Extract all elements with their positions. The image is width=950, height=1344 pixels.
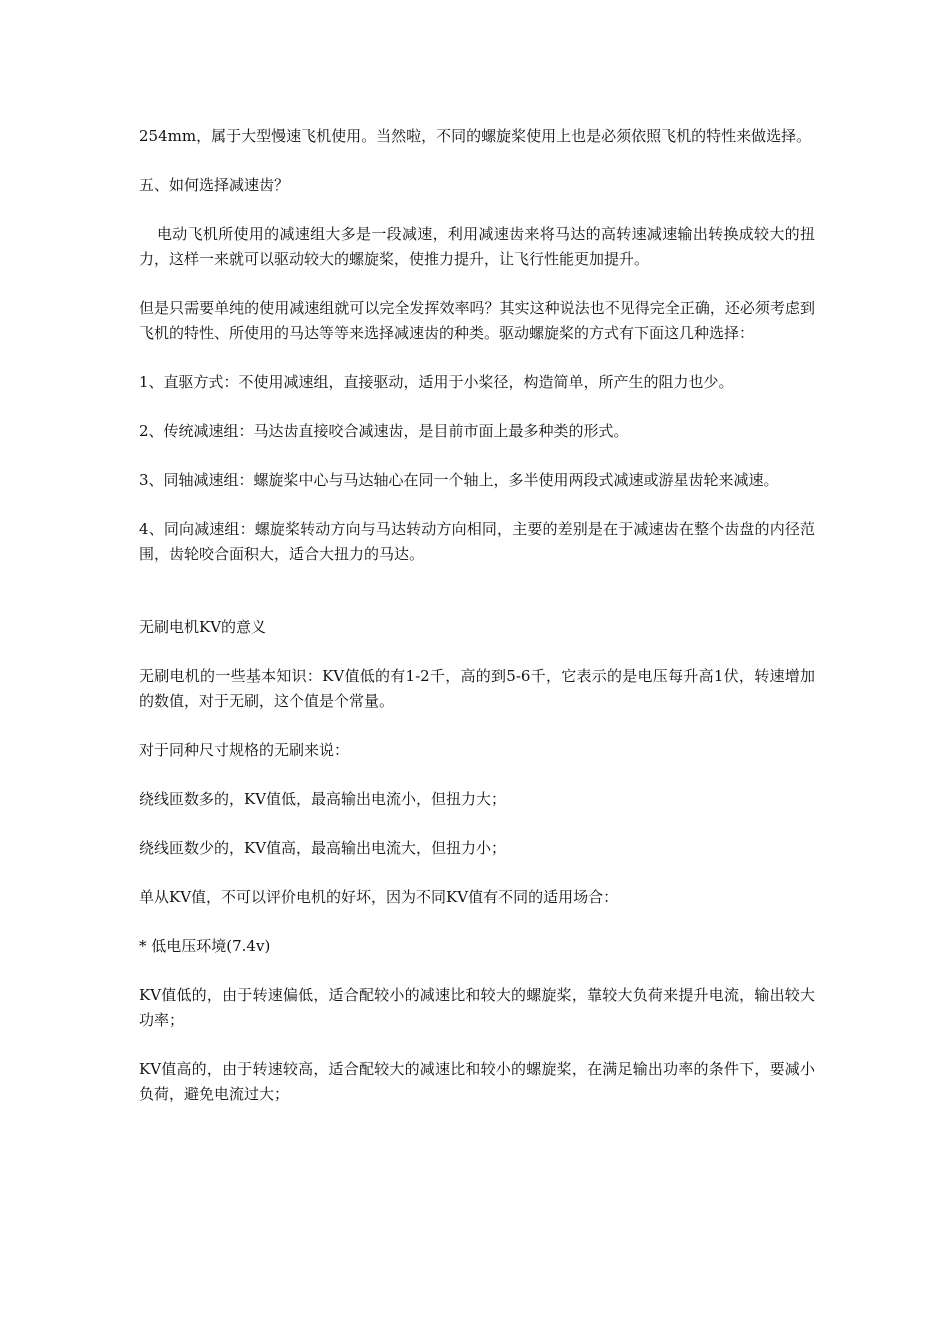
paragraph-fewer-turns: 绕线匝数少的，KV值高，最高输出电流大，但扭力小； (139, 839, 507, 857)
bullet-low-voltage: * 低电压环境(7.4v) (139, 937, 271, 955)
paragraph-propeller-end: 254mm，属于大型慢速飞机使用。当然啦，不同的螺旋桨使用上也是必须依照飞机的特性来做选择。 (139, 127, 812, 145)
paragraph-reduction-intro: 电动飞机所使用的减速组大多是一段减速，利用减速齿来将马达的高转速减速输出转换成较大的扭力，这样一来就可以驱动较大的螺旋桨，使推力提升，让飞行性能更加提升。 (139, 225, 815, 268)
section-heading-reduction-gear: 五、如何选择减速齿？ (139, 176, 290, 194)
list-item-direct-drive: 1、直驱方式：不使用减速组，直接驱动，适用于小桨径，构造简单，所产生的阻力也少。 (139, 373, 734, 391)
section-heading-kv: 无刷电机KV的意义 (139, 618, 267, 636)
paragraph-reduction-question: 但是只需要单纯的使用减速组就可以完全发挥效率吗？其实这种说法也不见得完全正确，还必须考虑到飞机的特性、所使用的马达等等来选择减速齿的种类。驱动螺旋桨的方式有下面这几种选择： (139, 299, 815, 342)
list-item-traditional-gear: 2、传统减速组：马达齿直接咬合减速齿，是目前市面上最多种类的形式。 (139, 422, 629, 440)
paragraph-kv-evaluation: 单从KV值，不可以评价电机的好坏，因为不同KV值有不同的适用场合： (139, 888, 619, 906)
paragraph-kv-basics: 无刷电机的一些基本知识：KV值低的有1-2千，高的到5-6千，它表示的是电压每升高1伏，转速增加的数值，对于无刷，这个值是个常量。 (139, 667, 815, 710)
list-item-coaxial-gear: 3、同轴减速组：螺旋桨中心与马达轴心在同一个轴上，多半使用两段式减速或游星齿轮来减速。 (139, 471, 779, 489)
list-item-same-direction-gear: 4、同向减速组：螺旋桨转动方向与马达转动方向相同，主要的差别是在于减速齿在整个齿盘的内径范围，齿轮咬合面积大，适合大扭力的马达。 (139, 520, 815, 563)
paragraph-high-kv: KV值高的，由于转速较高，适合配较大的减速比和较小的螺旋桨，在满足输出功率的条件下，要减小负荷，避免电流过大； (139, 1060, 815, 1103)
paragraph-same-size: 对于同种尺寸规格的无刷来说： (139, 741, 350, 759)
document-body (139, 124, 815, 1131)
paragraph-low-kv: KV值低的，由于转速偏低，适合配较小的减速比和较大的螺旋桨，靠较大负荷来提升电流，输出较大功率； (139, 986, 815, 1029)
paragraph-more-turns: 绕线匝数多的，KV值低，最高输出电流小，但扭力大； (139, 790, 507, 808)
